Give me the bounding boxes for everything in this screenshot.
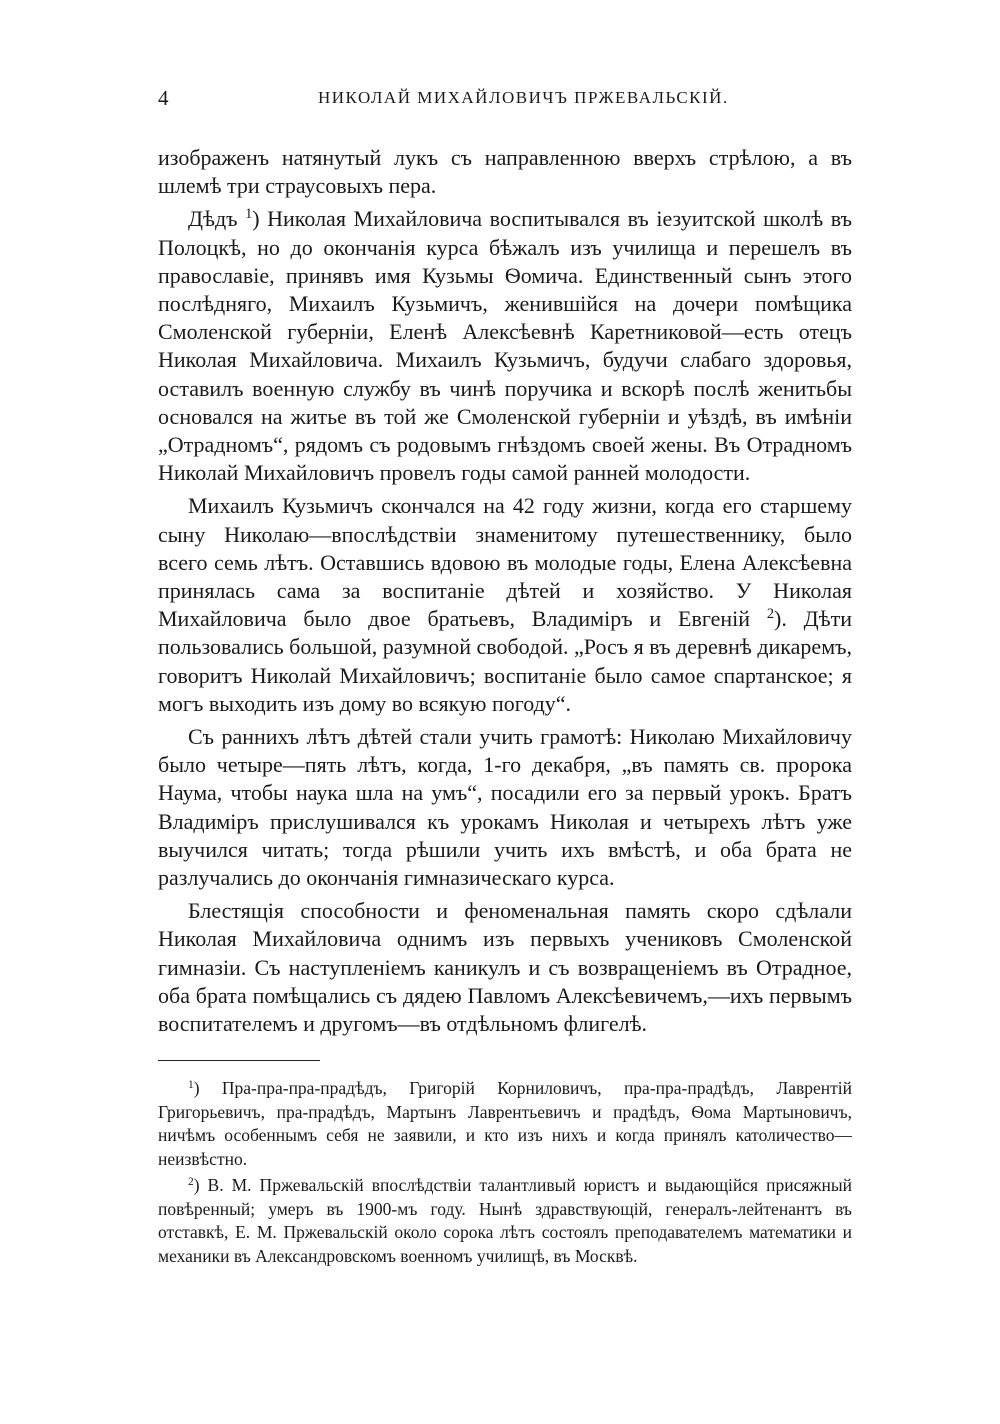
footnote-mark-2: 2 [188, 1176, 194, 1189]
footnote-text: ) В. М. Пржевальскій впослѣдствіи талантливый юристъ и выдающійся присяжный повѣренный; умеръ въ 1900-мъ году. Нынѣ здравствующій, генералъ-лейтенантъ въ отставкѣ, Е. М. Пржевальскій около сорока лѣтъ состоялъ преподавателемъ математики и механики въ Александровскомъ военномъ училищѣ, въ Москвѣ. [158, 1175, 852, 1266]
page-header [158, 86, 852, 116]
paragraph-text: Михаилъ Кузьмичъ скончался на 42 году жизни, когда его старшему сыну Николаю—впослѣдствіи знаменитому путешественнику, было всего семь лѣтъ. Оставшись вдовою въ молодые годы, Елена Алексѣевна принялась сама за воспитаніе дѣтей и хозяйство. У Николая Михайловича было двое братьевъ, Владиміръ и Евгеній [158, 493, 852, 632]
footnote-divider [158, 1060, 320, 1061]
page-number: 4 [158, 86, 169, 110]
paragraph-education: Съ раннихъ лѣтъ дѣтей стали учить грамотѣ: Николаю Михайловичу было четыре—пять лѣтъ, когда, 1-го декабря, „въ память св. пророка Наума, чтобы наука шла на умъ“, посадили его за первый урокъ. Братъ Владиміръ прислушивался къ урокамъ Николая и четырехъ лѣтъ уже выучился читать; тогда рѣшили учить ихъ вмѣстѣ, и оба брата не разлучались до окончанія гимназическаго курса. [158, 724, 852, 891]
running-title: НИКОЛАЙ МИХАЙЛОВИЧЪ ПРЖЕВАЛЬСКІЙ. [318, 88, 729, 107]
book-page [158, 86, 852, 1271]
footnotes [158, 1077, 852, 1268]
paragraph-continuation: изображенъ натянутый лукъ съ направленною вверхъ стрѣлою, а въ шлемѣ три страусовыхъ пера. [158, 145, 852, 199]
paragraph-gymnasium: Блестящія способности и феноменальная память скоро сдѣлали Николая Михайловича однимъ изъ первыхъ учениковъ Смоленской гимназіи. Съ наступленіемъ каникулъ и съ возвращеніемъ въ Отрадное, оба брата помѣщались съ дядею Павломъ Алексѣевичемъ,—ихъ первымъ воспитателемъ и другомъ—въ отдѣльномъ флигелѣ. [158, 898, 852, 1037]
main-text [158, 144, 852, 1038]
paragraph-grandfather [158, 205, 852, 487]
footnote-1 [158, 1077, 852, 1171]
paragraph-text: Дѣдъ [188, 206, 246, 232]
paragraph-text: ) Николая Михайловича воспитывался въ іезуитской школѣ въ Полоцкѣ, но до окончанія курса бѣжалъ изъ училища и перешелъ въ православіе, принявъ имя Кузьмы Ѳомича. Единственный сынъ этого послѣдняго, Михаилъ Кузьмичъ, женившійся на дочери помѣщика Смоленской губерніи, Еленѣ Алексѣевнѣ Каретниковой—есть отецъ Николая Михайловича. Михаилъ Кузьмичъ, будучи слабаго здоровья, оставилъ военную службу въ чинѣ поручика и вскорѣ послѣ женитьбы основался на житье въ той же Смоленской губерніи и уѣздѣ, въ имѣніи „Отрадномъ“, рядомъ съ родовымъ гнѣздомъ своей жены. Въ Отрадномъ Николай Михайловичъ провелъ годы самой ранней молодости. [158, 206, 852, 486]
footnote-ref-1: 1 [245, 206, 253, 223]
footnote-2 [158, 1174, 852, 1268]
footnote-mark-1: 1 [188, 1079, 194, 1092]
footnote-text: ) Пра-пра-пра-прадѣдъ, Григорій Корниловичъ, пра-пра-прадѣдъ, Лаврентій Григорьевичъ, пра-прадѣдъ, Мартынъ Лаврентьевичъ и прадѣдъ, Ѳома Мартыновичъ, ничѣмъ особеннымъ себя не заявили, и кто изъ нихъ и когда принялъ католичество—неизвѣстно. [158, 1078, 852, 1169]
paragraph-text: ). Дѣти пользовались большой, разумной свободой. „Росъ я въ деревнѣ дикаремъ, говоритъ Николай Михайловичъ; воспитаніе было самое спартанское; я могъ выходить изъ дому во всякую погоду“. [158, 606, 852, 716]
footnote-ref-2: 2 [766, 606, 774, 623]
paragraph-father-death [158, 492, 852, 718]
